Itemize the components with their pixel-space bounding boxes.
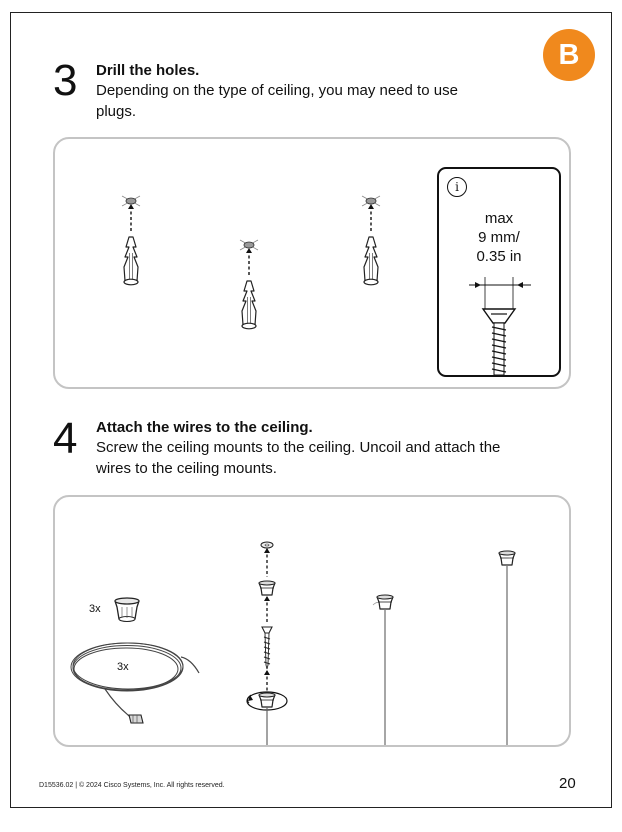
installation-sequence: [247, 542, 287, 747]
manual-page: [10, 12, 612, 808]
max-in-value: 0.35 in: [476, 248, 522, 265]
plug-2: [240, 240, 258, 329]
step-4-title: Attach the wires to the ceiling.: [96, 419, 313, 436]
page-number: 20: [559, 775, 576, 792]
screw-dimension-drawing: [439, 169, 559, 375]
step-4-description: Screw the ceiling mounts to the ceiling. Uncoil and attach the wires to the ceiling mounts.: [96, 439, 501, 477]
plug-3: [362, 196, 380, 285]
step-3-title: Drill the holes.: [96, 62, 200, 79]
attach-wires-illustration: [55, 497, 571, 747]
wire-count-label: 3x: [117, 661, 129, 673]
max-label: max: [484, 210, 514, 227]
mount-count-label: 3x: [89, 603, 101, 615]
ceiling-mount-part: [115, 598, 139, 622]
drill-holes-illustration-panel: [53, 137, 571, 389]
step-3-number: 3: [53, 56, 78, 105]
wire-coil: [71, 643, 199, 719]
plug-1: [122, 196, 140, 285]
max-diameter-info-box: [437, 167, 561, 377]
mount-with-wire-1: [373, 595, 393, 747]
attach-wires-illustration-panel: [53, 495, 571, 747]
footer-doc-info: D15536.02 | © 2024 Cisco Systems, Inc. All rights reserved.: [39, 782, 225, 789]
mount-with-wire-2: [499, 551, 515, 747]
step-3-description: Depending on the type of ceiling, you may need to use plugs.: [96, 82, 458, 120]
info-icon: i: [447, 177, 467, 197]
section-badge: B: [543, 29, 595, 81]
wire-end-fitting: [129, 715, 143, 723]
step-4-number: 4: [53, 414, 78, 463]
max-mm-value: 9 mm/: [478, 229, 520, 246]
